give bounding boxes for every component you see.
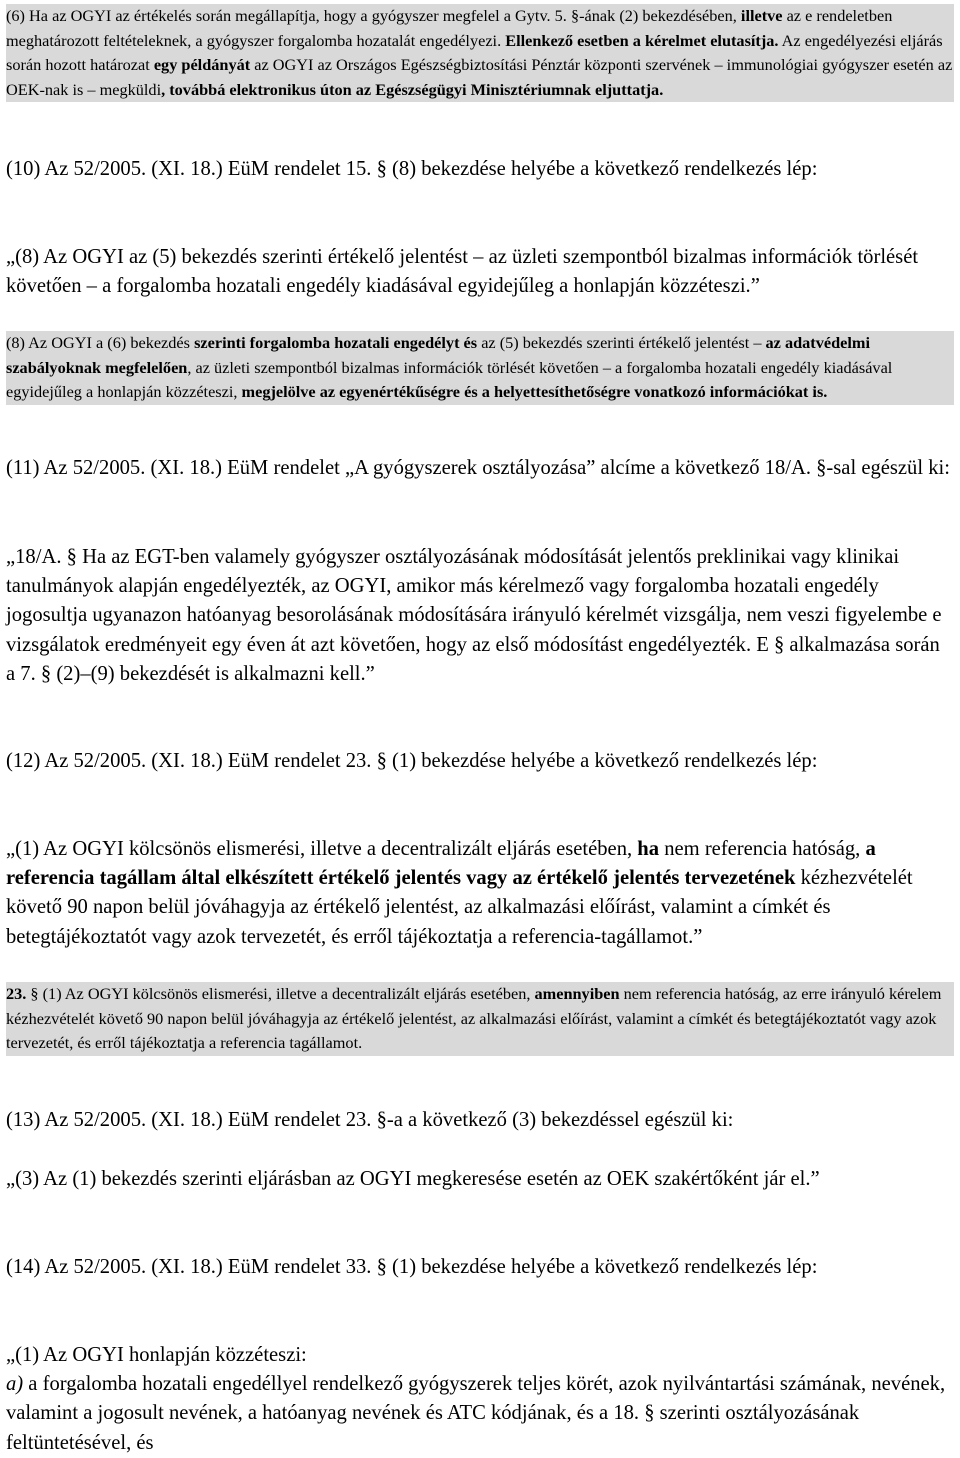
bold-span: ha [637, 838, 660, 860]
text-span: , az üzleti szempontból bizalmas információk törlését követően – a forgalomba hozatali engedély kiadásával egyidejűleg a honlapján közzéteszi, [6, 357, 893, 401]
text-span: „(1) Az OGYI kölcsönös elismerési, illetve a decentralizált eljárás esetében, [6, 838, 638, 860]
bold-span: a referencia tagállam által elkészített értékelő jelentés vagy az értékelő jelentés tervezetének [6, 838, 876, 890]
paragraph-12-quote [6, 835, 954, 952]
bold-span: 23. [6, 984, 27, 1003]
paragraph-6-consolidated [6, 4, 954, 102]
bold-span: Ellenkező esetben a kérelmet elutasítja. [505, 30, 779, 50]
text-span: az OGYI az Országos Egészségbiztosítási Pénztár központi szervének – immunológiai gyógyszer esetén az OEK-nak is – megküldi [6, 55, 953, 99]
paragraph-12-heading: (12) Az 52/2005. (XI. 18.) EüM rendelet 23. § (1) bekezdése helyébe a következő rendelkezés lép: [6, 750, 818, 772]
text-span: az e rendeletben meghatározott feltételeknek, a gyógyszer forgalomba hozatalát engedélyezi. [6, 6, 893, 50]
text-span: (6) Ha az OGYI az értékelés során megállapítja, hogy a gyógyszer megfelel a Gytv. 5. §-ának (2) bekezdésében, [6, 6, 737, 25]
text-span: kézhezvételét követő 90 napon belül jóváhagyja az értékelő jelentést, az alkalmazási előírást, valamint a címkét és betegtájékoztatót vagy azok tervezetét, és erről tájékoztatja a referencia-tagállamot.” [6, 867, 913, 948]
text-span: nem referencia hatóság, [659, 838, 866, 860]
bold-span: az adatvédelmi szabályoknak megfelelően [6, 333, 870, 377]
paragraph-10-quote: „(8) Az OGYI az (5) bekezdés szerinti értékelő jelentést – az üzleti szempontból bizalmas információk törlését követően – a forgalomba hozatali engedély kiadásával egyidejűleg a honlapján közzéteszi.” [6, 246, 919, 298]
bold-span: szerinti forgalomba hozatali engedélyt és [194, 333, 478, 352]
bold-span: egy példányát [153, 55, 251, 74]
paragraph-12-consolidated [6, 982, 954, 1056]
bold-span: megjelölve az egyenértékűségre és a helyettesíthetőségre vonatkozó információkat is. [241, 382, 828, 401]
paragraph-13-heading: (13) Az 52/2005. (XI. 18.) EüM rendelet 23. §-a a következő (3) bekezdéssel egészül ki: [6, 1109, 734, 1131]
paragraph-11-heading: (11) Az 52/2005. (XI. 18.) EüM rendelet „A gyógyszerek osztályozása” alcíme a következő 18/A. §-sal egészül ki: [6, 457, 950, 479]
text-span: Az engedélyezési eljárás során hozott határozat [6, 30, 943, 74]
paragraph-10-consolidated [6, 331, 954, 405]
text-span: (8) Az OGYI a (6) bekezdés [6, 333, 195, 352]
text-span: az (5) bekezdés szerinti értékelő jelentést – [477, 333, 766, 352]
paragraph-11-quote: „18/A. § Ha az EGT-ben valamely gyógyszer osztályozásának módosítását jelentős preklinikai vagy klinikai tanulmányok alapján engedélyezték, az OGYI, amikor más kérelmező vagy forgalomba hozatali engedély jogosultja ugyanazon hatóanyag besorolásának módosítására irányuló kérelmét vizsgálja, nem veszi figyelembe e vizsgálatok eredményeit egy éven át azt követően, hogy az első módosítást engedélyezték. E § alkalmazása során a 7. § (2)–(9) bekezdését is alkalmazni kell.” [6, 546, 942, 685]
paragraph-10-heading: (10) Az 52/2005. (XI. 18.) EüM rendelet 15. § (8) bekezdése helyébe a következő rendelkezés lép: [6, 158, 818, 180]
paragraph-13-quote: „(3) Az (1) bekezdés szerinti eljárásban az OGYI megkeresése esetén az OEK szakértőként jár el.” [6, 1168, 820, 1190]
paragraph-14-quote-intro: „(1) Az OGYI honlapján közzéteszi: [6, 1344, 307, 1366]
bold-span: illetve [740, 6, 783, 25]
text-span: § (1) Az OGYI kölcsönös elismerési, illetve a decentralizált eljárás esetében, [26, 984, 535, 1003]
paragraph-14-quote [6, 1341, 954, 1458]
paragraph-14-item-a [6, 1370, 954, 1458]
text-span: a forgalomba hozatali engedéllyel rendelkező gyógyszerek teljes körét, azok nyilvántartási számának, nevének, valamint a jogosult nevének, a hatóanyag nevének és ATC kódjának, és a 18. § szerinti osztályozásának feltüntetésével, és [6, 1373, 946, 1454]
bold-span: , továbbá elektronikus úton az Egészségügyi Minisztériumnak eljuttatja. [161, 79, 664, 99]
bold-span: amennyiben [534, 984, 620, 1003]
text-span: nem referencia hatóság, az erre irányuló kérelem kézhezvételét követő 90 napon belül jóváhagyja az értékelő jelentést, az alkalmazási előírást, valamint a címkét és betegtájékoztatót vagy azok tervezetét, és erről tájékoztatja a referencia tagállamot. [6, 984, 942, 1052]
item-a-label: a) [6, 1373, 24, 1396]
paragraph-14-heading: (14) Az 52/2005. (XI. 18.) EüM rendelet 33. § (1) bekezdése helyébe a következő rendelkezés lép: [6, 1256, 818, 1278]
